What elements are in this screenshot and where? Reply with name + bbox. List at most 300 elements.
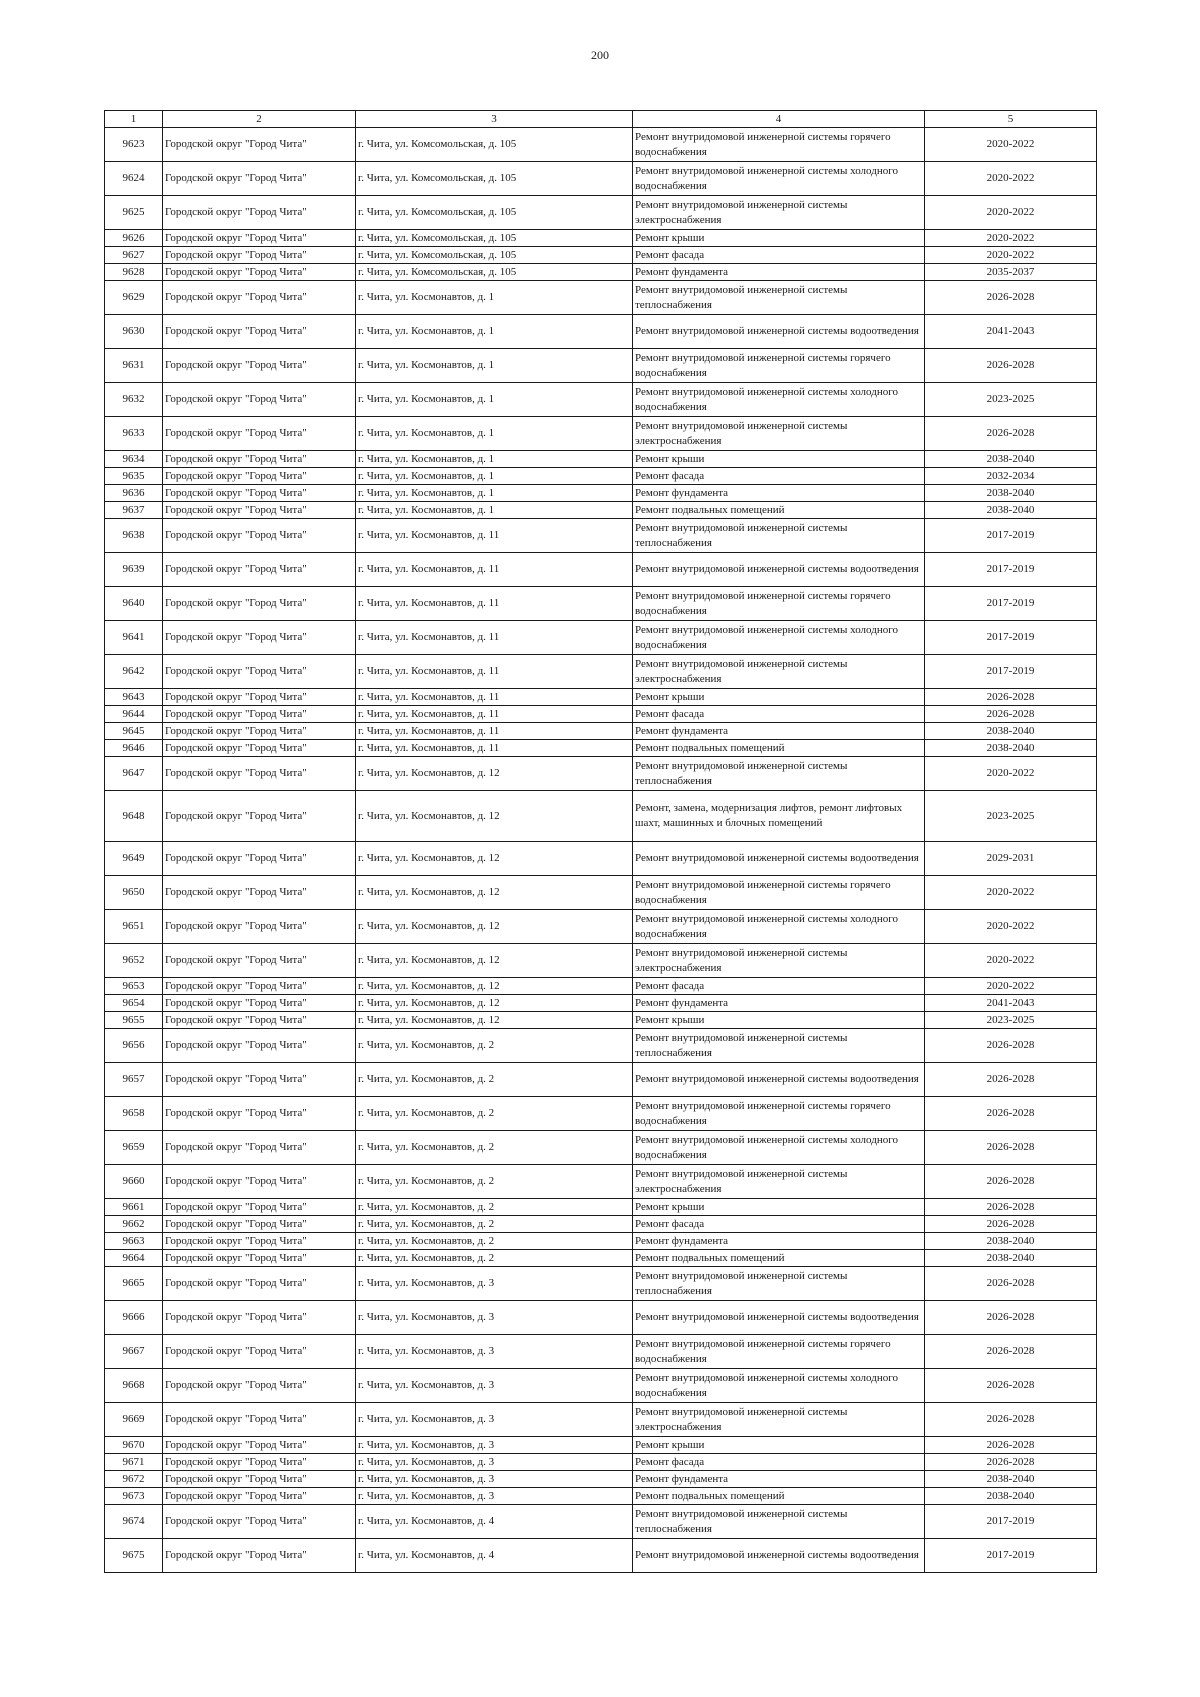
- municipality-cell: Городской округ "Город Чита": [163, 876, 356, 910]
- work-type-cell: Ремонт подвальных помещений: [633, 502, 925, 519]
- address-cell: г. Чита, ул. Космонавтов, д. 12: [356, 944, 633, 978]
- table-row: [105, 1403, 1097, 1437]
- table-row: [105, 1063, 1097, 1097]
- row-number-cell: 9634: [105, 451, 163, 468]
- work-type-cell: Ремонт внутридомовой инженерной системы теплоснабжения: [633, 281, 925, 315]
- work-type-cell: Ремонт внутридомовой инженерной системы горячего водоснабжения: [633, 876, 925, 910]
- table-row: [105, 315, 1097, 349]
- table-row: [105, 349, 1097, 383]
- municipality-cell: Городской округ "Город Чита": [163, 995, 356, 1012]
- work-type-cell: Ремонт внутридомовой инженерной системы горячего водоснабжения: [633, 128, 925, 162]
- row-number-cell: 9644: [105, 706, 163, 723]
- row-number-cell: 9663: [105, 1233, 163, 1250]
- row-number-cell: 9647: [105, 757, 163, 791]
- table-row: [105, 1233, 1097, 1250]
- municipality-cell: Городской округ "Город Чита": [163, 553, 356, 587]
- municipality-cell: Городской округ "Город Чита": [163, 791, 356, 842]
- work-type-cell: Ремонт фундамента: [633, 1471, 925, 1488]
- municipality-cell: Городской округ "Город Чита": [163, 451, 356, 468]
- address-cell: г. Чита, ул. Космонавтов, д. 12: [356, 995, 633, 1012]
- row-number-cell: 9655: [105, 1012, 163, 1029]
- address-cell: г. Чита, ул. Космонавтов, д. 12: [356, 910, 633, 944]
- period-cell: 2017-2019: [925, 1539, 1097, 1573]
- table-row: [105, 196, 1097, 230]
- period-cell: 2038-2040: [925, 1250, 1097, 1267]
- address-cell: г. Чита, ул. Космонавтов, д. 3: [356, 1454, 633, 1471]
- municipality-cell: Городской округ "Город Чита": [163, 1165, 356, 1199]
- work-type-cell: Ремонт фундамента: [633, 723, 925, 740]
- period-cell: 2026-2028: [925, 1267, 1097, 1301]
- municipality-cell: Городской округ "Город Чита": [163, 723, 356, 740]
- table-row: [105, 247, 1097, 264]
- row-number-cell: 9629: [105, 281, 163, 315]
- row-number-cell: 9628: [105, 264, 163, 281]
- row-number-cell: 9667: [105, 1335, 163, 1369]
- page-number: 200: [591, 48, 609, 62]
- municipality-cell: Городской округ "Город Чита": [163, 1216, 356, 1233]
- address-cell: г. Чита, ул. Космонавтов, д. 2: [356, 1216, 633, 1233]
- period-cell: 2026-2028: [925, 1199, 1097, 1216]
- table-row: [105, 230, 1097, 247]
- table-row: [105, 842, 1097, 876]
- work-type-cell: Ремонт крыши: [633, 689, 925, 706]
- table-row: [105, 1369, 1097, 1403]
- table-row: [105, 655, 1097, 689]
- column-header: 5: [925, 111, 1097, 128]
- address-cell: г. Чита, ул. Космонавтов, д. 11: [356, 519, 633, 553]
- repair-schedule-table: [104, 110, 1097, 1573]
- address-cell: г. Чита, ул. Космонавтов, д. 11: [356, 621, 633, 655]
- period-cell: 2038-2040: [925, 723, 1097, 740]
- address-cell: г. Чита, ул. Комсомольская, д. 105: [356, 230, 633, 247]
- period-cell: 2038-2040: [925, 1488, 1097, 1505]
- period-cell: 2020-2022: [925, 128, 1097, 162]
- row-number-cell: 9623: [105, 128, 163, 162]
- period-cell: 2026-2028: [925, 417, 1097, 451]
- table-row: [105, 1250, 1097, 1267]
- row-number-cell: 9639: [105, 553, 163, 587]
- work-type-cell: Ремонт крыши: [633, 1437, 925, 1454]
- municipality-cell: Городской округ "Город Чита": [163, 1233, 356, 1250]
- municipality-cell: Городской округ "Город Чита": [163, 757, 356, 791]
- address-cell: г. Чита, ул. Космонавтов, д. 12: [356, 876, 633, 910]
- municipality-cell: Городской округ "Город Чита": [163, 1335, 356, 1369]
- work-type-cell: Ремонт подвальных помещений: [633, 1488, 925, 1505]
- work-type-cell: Ремонт крыши: [633, 1012, 925, 1029]
- address-cell: г. Чита, ул. Космонавтов, д. 11: [356, 655, 633, 689]
- address-cell: г. Чита, ул. Космонавтов, д. 3: [356, 1301, 633, 1335]
- table-row: [105, 485, 1097, 502]
- address-cell: г. Чита, ул. Космонавтов, д. 1: [356, 485, 633, 502]
- work-type-cell: Ремонт внутридомовой инженерной системы теплоснабжения: [633, 757, 925, 791]
- table-row: [105, 944, 1097, 978]
- work-type-cell: Ремонт подвальных помещений: [633, 740, 925, 757]
- period-cell: 2038-2040: [925, 485, 1097, 502]
- address-cell: г. Чита, ул. Космонавтов, д. 11: [356, 689, 633, 706]
- municipality-cell: Городской округ "Город Чита": [163, 281, 356, 315]
- address-cell: г. Чита, ул. Космонавтов, д. 2: [356, 1131, 633, 1165]
- work-type-cell: Ремонт внутридомовой инженерной системы электроснабжения: [633, 1165, 925, 1199]
- address-cell: г. Чита, ул. Космонавтов, д. 1: [356, 349, 633, 383]
- table-row: [105, 264, 1097, 281]
- table-row: [105, 1505, 1097, 1539]
- address-cell: г. Чита, ул. Космонавтов, д. 3: [356, 1471, 633, 1488]
- address-cell: г. Чита, ул. Космонавтов, д. 2: [356, 1199, 633, 1216]
- municipality-cell: Городской округ "Город Чита": [163, 1131, 356, 1165]
- row-number-cell: 9659: [105, 1131, 163, 1165]
- work-type-cell: Ремонт внутридомовой инженерной системы холодного водоснабжения: [633, 162, 925, 196]
- address-cell: г. Чита, ул. Космонавтов, д. 3: [356, 1335, 633, 1369]
- municipality-cell: Городской округ "Город Чита": [163, 655, 356, 689]
- address-cell: г. Чита, ул. Космонавтов, д. 3: [356, 1403, 633, 1437]
- municipality-cell: Городской округ "Город Чита": [163, 1471, 356, 1488]
- work-type-cell: Ремонт внутридомовой инженерной системы холодного водоснабжения: [633, 910, 925, 944]
- period-cell: 2041-2043: [925, 315, 1097, 349]
- table-row: [105, 978, 1097, 995]
- address-cell: г. Чита, ул. Космонавтов, д. 3: [356, 1267, 633, 1301]
- period-cell: 2020-2022: [925, 162, 1097, 196]
- address-cell: г. Чита, ул. Космонавтов, д. 1: [356, 502, 633, 519]
- table-row: [105, 1301, 1097, 1335]
- period-cell: 2035-2037: [925, 264, 1097, 281]
- address-cell: г. Чита, ул. Космонавтов, д. 11: [356, 553, 633, 587]
- row-number-cell: 9657: [105, 1063, 163, 1097]
- municipality-cell: Городской округ "Город Чита": [163, 1454, 356, 1471]
- period-cell: 2026-2028: [925, 1301, 1097, 1335]
- row-number-cell: 9652: [105, 944, 163, 978]
- table-row: [105, 876, 1097, 910]
- municipality-cell: Городской округ "Город Чита": [163, 1063, 356, 1097]
- table-row: [105, 740, 1097, 757]
- table-header-row: [105, 111, 1097, 128]
- period-cell: 2026-2028: [925, 1437, 1097, 1454]
- municipality-cell: Городской округ "Город Чита": [163, 264, 356, 281]
- address-cell: г. Чита, ул. Комсомольская, д. 105: [356, 128, 633, 162]
- row-number-cell: 9631: [105, 349, 163, 383]
- municipality-cell: Городской округ "Город Чита": [163, 128, 356, 162]
- period-cell: 2026-2028: [925, 706, 1097, 723]
- table-body: [105, 128, 1097, 1573]
- period-cell: 2026-2028: [925, 689, 1097, 706]
- period-cell: 2038-2040: [925, 502, 1097, 519]
- work-type-cell: Ремонт внутридомовой инженерной системы холодного водоснабжения: [633, 383, 925, 417]
- table-row: [105, 1216, 1097, 1233]
- row-number-cell: 9625: [105, 196, 163, 230]
- municipality-cell: Городской округ "Город Чита": [163, 247, 356, 264]
- period-cell: 2026-2028: [925, 1403, 1097, 1437]
- municipality-cell: Городской округ "Город Чита": [163, 1539, 356, 1573]
- period-cell: 2020-2022: [925, 978, 1097, 995]
- row-number-cell: 9646: [105, 740, 163, 757]
- address-cell: г. Чита, ул. Космонавтов, д. 1: [356, 383, 633, 417]
- row-number-cell: 9627: [105, 247, 163, 264]
- table-row: [105, 995, 1097, 1012]
- row-number-cell: 9635: [105, 468, 163, 485]
- table-row: [105, 1165, 1097, 1199]
- row-number-cell: 9658: [105, 1097, 163, 1131]
- work-type-cell: Ремонт внутридомовой инженерной системы теплоснабжения: [633, 1029, 925, 1063]
- row-number-cell: 9642: [105, 655, 163, 689]
- work-type-cell: Ремонт внутридомовой инженерной системы водоотведения: [633, 553, 925, 587]
- municipality-cell: Городской округ "Город Чита": [163, 315, 356, 349]
- work-type-cell: Ремонт внутридомовой инженерной системы электроснабжения: [633, 417, 925, 451]
- row-number-cell: 9637: [105, 502, 163, 519]
- work-type-cell: Ремонт фундамента: [633, 1233, 925, 1250]
- table-row: [105, 553, 1097, 587]
- address-cell: г. Чита, ул. Космонавтов, д. 1: [356, 451, 633, 468]
- address-cell: г. Чита, ул. Комсомольская, д. 105: [356, 247, 633, 264]
- row-number-cell: 9650: [105, 876, 163, 910]
- address-cell: г. Чита, ул. Космонавтов, д. 12: [356, 1012, 633, 1029]
- municipality-cell: Городской округ "Город Чита": [163, 689, 356, 706]
- municipality-cell: Городской округ "Город Чита": [163, 1437, 356, 1454]
- period-cell: 2020-2022: [925, 247, 1097, 264]
- municipality-cell: Городской округ "Город Чита": [163, 1267, 356, 1301]
- row-number-cell: 9668: [105, 1369, 163, 1403]
- work-type-cell: Ремонт внутридомовой инженерной системы холодного водоснабжения: [633, 621, 925, 655]
- row-number-cell: 9624: [105, 162, 163, 196]
- address-cell: г. Чита, ул. Космонавтов, д. 12: [356, 842, 633, 876]
- table-row: [105, 1488, 1097, 1505]
- municipality-cell: Городской округ "Город Чита": [163, 349, 356, 383]
- work-type-cell: Ремонт внутридомовой инженерной системы водоотведения: [633, 1301, 925, 1335]
- municipality-cell: Городской округ "Город Чита": [163, 383, 356, 417]
- row-number-cell: 9670: [105, 1437, 163, 1454]
- table-row: [105, 1199, 1097, 1216]
- municipality-cell: Городской округ "Город Чита": [163, 1250, 356, 1267]
- municipality-cell: Городской округ "Город Чита": [163, 519, 356, 553]
- period-cell: 2026-2028: [925, 1097, 1097, 1131]
- row-number-cell: 9641: [105, 621, 163, 655]
- municipality-cell: Городской округ "Город Чита": [163, 196, 356, 230]
- period-cell: 2038-2040: [925, 740, 1097, 757]
- municipality-cell: Городской округ "Город Чита": [163, 502, 356, 519]
- work-type-cell: Ремонт подвальных помещений: [633, 1250, 925, 1267]
- work-type-cell: Ремонт внутридомовой инженерной системы электроснабжения: [633, 1403, 925, 1437]
- period-cell: 2026-2028: [925, 1335, 1097, 1369]
- municipality-cell: Городской округ "Город Чита": [163, 587, 356, 621]
- address-cell: г. Чита, ул. Космонавтов, д. 2: [356, 1063, 633, 1097]
- municipality-cell: Городской округ "Город Чита": [163, 1403, 356, 1437]
- address-cell: г. Чита, ул. Космонавтов, д. 2: [356, 1097, 633, 1131]
- period-cell: 2020-2022: [925, 876, 1097, 910]
- work-type-cell: Ремонт внутридомовой инженерной системы холодного водоснабжения: [633, 1369, 925, 1403]
- address-cell: г. Чита, ул. Космонавтов, д. 11: [356, 723, 633, 740]
- municipality-cell: Городской округ "Город Чита": [163, 1301, 356, 1335]
- work-type-cell: Ремонт внутридомовой инженерной системы холодного водоснабжения: [633, 1131, 925, 1165]
- period-cell: 2023-2025: [925, 383, 1097, 417]
- address-cell: г. Чита, ул. Космонавтов, д. 12: [356, 978, 633, 995]
- work-type-cell: Ремонт фундамента: [633, 485, 925, 502]
- address-cell: г. Чита, ул. Космонавтов, д. 1: [356, 468, 633, 485]
- work-type-cell: Ремонт внутридомовой инженерной системы горячего водоснабжения: [633, 1097, 925, 1131]
- table-row: [105, 281, 1097, 315]
- municipality-cell: Городской округ "Город Чита": [163, 1097, 356, 1131]
- table-row: [105, 706, 1097, 723]
- period-cell: 2026-2028: [925, 1165, 1097, 1199]
- work-type-cell: Ремонт фасада: [633, 1216, 925, 1233]
- period-cell: 2023-2025: [925, 791, 1097, 842]
- table-row: [105, 723, 1097, 740]
- period-cell: 2017-2019: [925, 553, 1097, 587]
- table-row: [105, 417, 1097, 451]
- work-type-cell: Ремонт фасада: [633, 978, 925, 995]
- column-header: 1: [105, 111, 163, 128]
- table-row: [105, 468, 1097, 485]
- table-row: [105, 1131, 1097, 1165]
- municipality-cell: Городской округ "Город Чита": [163, 1012, 356, 1029]
- period-cell: 2017-2019: [925, 1505, 1097, 1539]
- address-cell: г. Чита, ул. Космонавтов, д. 11: [356, 706, 633, 723]
- municipality-cell: Городской округ "Город Чита": [163, 468, 356, 485]
- row-number-cell: 9662: [105, 1216, 163, 1233]
- address-cell: г. Чита, ул. Космонавтов, д. 3: [356, 1369, 633, 1403]
- address-cell: г. Чита, ул. Космонавтов, д. 11: [356, 587, 633, 621]
- work-type-cell: Ремонт крыши: [633, 451, 925, 468]
- table-row: [105, 1335, 1097, 1369]
- table-row: [105, 1097, 1097, 1131]
- row-number-cell: 9660: [105, 1165, 163, 1199]
- period-cell: 2026-2028: [925, 1131, 1097, 1165]
- municipality-cell: Городской округ "Город Чита": [163, 485, 356, 502]
- address-cell: г. Чита, ул. Космонавтов, д. 3: [356, 1437, 633, 1454]
- work-type-cell: Ремонт фасада: [633, 706, 925, 723]
- row-number-cell: 9665: [105, 1267, 163, 1301]
- period-cell: 2017-2019: [925, 621, 1097, 655]
- period-cell: 2020-2022: [925, 757, 1097, 791]
- work-type-cell: Ремонт внутридомовой инженерной системы теплоснабжения: [633, 1267, 925, 1301]
- row-number-cell: 9666: [105, 1301, 163, 1335]
- row-number-cell: 9632: [105, 383, 163, 417]
- row-number-cell: 9672: [105, 1471, 163, 1488]
- table-row: [105, 162, 1097, 196]
- table-row: [105, 502, 1097, 519]
- row-number-cell: 9673: [105, 1488, 163, 1505]
- work-type-cell: Ремонт внутридомовой инженерной системы электроснабжения: [633, 196, 925, 230]
- work-type-cell: Ремонт внутридомовой инженерной системы водоотведения: [633, 842, 925, 876]
- municipality-cell: Городской округ "Город Чита": [163, 1488, 356, 1505]
- work-type-cell: Ремонт крыши: [633, 1199, 925, 1216]
- work-type-cell: Ремонт внутридомовой инженерной системы горячего водоснабжения: [633, 349, 925, 383]
- address-cell: г. Чита, ул. Космонавтов, д. 2: [356, 1029, 633, 1063]
- period-cell: 2026-2028: [925, 1454, 1097, 1471]
- row-number-cell: 9656: [105, 1029, 163, 1063]
- period-cell: 2029-2031: [925, 842, 1097, 876]
- work-type-cell: Ремонт внутридомовой инженерной системы теплоснабжения: [633, 1505, 925, 1539]
- municipality-cell: Городской округ "Город Чита": [163, 740, 356, 757]
- row-number-cell: 9636: [105, 485, 163, 502]
- period-cell: 2038-2040: [925, 1471, 1097, 1488]
- table-row: [105, 1029, 1097, 1063]
- address-cell: г. Чита, ул. Космонавтов, д. 1: [356, 417, 633, 451]
- table-row: [105, 519, 1097, 553]
- period-cell: 2026-2028: [925, 1029, 1097, 1063]
- table-row: [105, 689, 1097, 706]
- period-cell: 2032-2034: [925, 468, 1097, 485]
- period-cell: 2020-2022: [925, 910, 1097, 944]
- address-cell: г. Чита, ул. Космонавтов, д. 2: [356, 1250, 633, 1267]
- row-number-cell: 9630: [105, 315, 163, 349]
- municipality-cell: Городской округ "Город Чита": [163, 162, 356, 196]
- table-row: [105, 757, 1097, 791]
- work-type-cell: Ремонт крыши: [633, 230, 925, 247]
- municipality-cell: Городской округ "Город Чита": [163, 706, 356, 723]
- address-cell: г. Чита, ул. Космонавтов, д. 4: [356, 1505, 633, 1539]
- work-type-cell: Ремонт фундамента: [633, 264, 925, 281]
- column-header: 4: [633, 111, 925, 128]
- row-number-cell: 9671: [105, 1454, 163, 1471]
- address-cell: г. Чита, ул. Космонавтов, д. 1: [356, 315, 633, 349]
- row-number-cell: 9649: [105, 842, 163, 876]
- municipality-cell: Городской округ "Город Чита": [163, 978, 356, 995]
- address-cell: г. Чита, ул. Комсомольская, д. 105: [356, 196, 633, 230]
- table-row: [105, 383, 1097, 417]
- municipality-cell: Городской округ "Город Чита": [163, 1505, 356, 1539]
- municipality-cell: Городской округ "Город Чита": [163, 1369, 356, 1403]
- address-cell: г. Чита, ул. Космонавтов, д. 4: [356, 1539, 633, 1573]
- work-type-cell: Ремонт внутридомовой инженерной системы теплоснабжения: [633, 519, 925, 553]
- address-cell: г. Чита, ул. Космонавтов, д. 11: [356, 740, 633, 757]
- period-cell: 2020-2022: [925, 944, 1097, 978]
- table-row: [105, 1267, 1097, 1301]
- municipality-cell: Городской округ "Город Чита": [163, 910, 356, 944]
- row-number-cell: 9645: [105, 723, 163, 740]
- table-row: [105, 128, 1097, 162]
- row-number-cell: 9638: [105, 519, 163, 553]
- work-type-cell: Ремонт, замена, модернизация лифтов, ремонт лифтовых шахт, машинных и блочных помещений: [633, 791, 925, 842]
- municipality-cell: Городской округ "Город Чита": [163, 1199, 356, 1216]
- table-row: [105, 1012, 1097, 1029]
- period-cell: 2026-2028: [925, 1369, 1097, 1403]
- work-type-cell: Ремонт внутридомовой инженерной системы водоотведения: [633, 1539, 925, 1573]
- work-type-cell: Ремонт внутридомовой инженерной системы водоотведения: [633, 315, 925, 349]
- table-row: [105, 587, 1097, 621]
- address-cell: г. Чита, ул. Космонавтов, д. 12: [356, 757, 633, 791]
- row-number-cell: 9640: [105, 587, 163, 621]
- address-cell: г. Чита, ул. Комсомольская, д. 105: [356, 264, 633, 281]
- period-cell: 2026-2028: [925, 1063, 1097, 1097]
- work-type-cell: Ремонт внутридомовой инженерной системы водоотведения: [633, 1063, 925, 1097]
- address-cell: г. Чита, ул. Космонавтов, д. 1: [356, 281, 633, 315]
- municipality-cell: Городской округ "Город Чита": [163, 230, 356, 247]
- table-row: [105, 1454, 1097, 1471]
- period-cell: 2017-2019: [925, 587, 1097, 621]
- row-number-cell: 9648: [105, 791, 163, 842]
- row-number-cell: 9651: [105, 910, 163, 944]
- row-number-cell: 9633: [105, 417, 163, 451]
- column-header: 3: [356, 111, 633, 128]
- table-row: [105, 791, 1097, 842]
- work-type-cell: Ремонт фасада: [633, 468, 925, 485]
- row-number-cell: 9626: [105, 230, 163, 247]
- period-cell: 2026-2028: [925, 281, 1097, 315]
- column-header: 2: [163, 111, 356, 128]
- municipality-cell: Городской округ "Город Чита": [163, 417, 356, 451]
- period-cell: 2026-2028: [925, 349, 1097, 383]
- table-row: [105, 621, 1097, 655]
- period-cell: 2020-2022: [925, 230, 1097, 247]
- work-type-cell: Ремонт внутридомовой инженерной системы электроснабжения: [633, 655, 925, 689]
- address-cell: г. Чита, ул. Космонавтов, д. 3: [356, 1488, 633, 1505]
- table-row: [105, 1471, 1097, 1488]
- period-cell: 2038-2040: [925, 451, 1097, 468]
- period-cell: 2026-2028: [925, 1216, 1097, 1233]
- municipality-cell: Городской округ "Город Чита": [163, 1029, 356, 1063]
- period-cell: 2017-2019: [925, 519, 1097, 553]
- row-number-cell: 9664: [105, 1250, 163, 1267]
- row-number-cell: 9674: [105, 1505, 163, 1539]
- period-cell: 2017-2019: [925, 655, 1097, 689]
